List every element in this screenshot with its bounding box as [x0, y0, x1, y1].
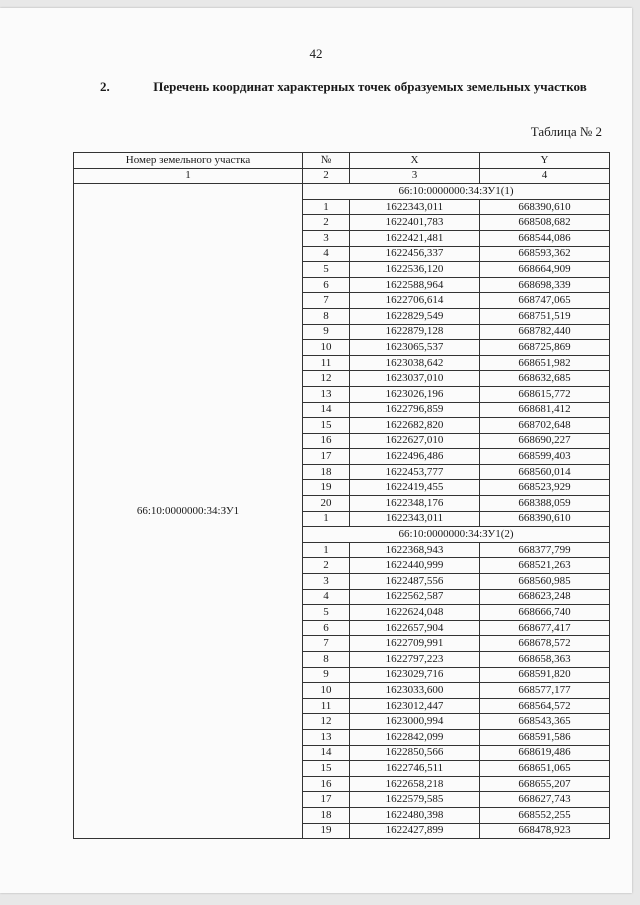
point-number: 18 [303, 464, 350, 480]
point-number: 10 [303, 340, 350, 356]
x-coordinate: 1622588,964 [350, 277, 480, 293]
point-number: 14 [303, 745, 350, 761]
point-number: 17 [303, 449, 350, 465]
y-coordinate: 668702,648 [480, 418, 610, 434]
point-number: 20 [303, 496, 350, 512]
y-coordinate: 668655,207 [480, 776, 610, 792]
point-number: 16 [303, 776, 350, 792]
point-number: 18 [303, 807, 350, 823]
x-coordinate: 1622796,859 [350, 402, 480, 418]
y-coordinate: 668651,065 [480, 761, 610, 777]
point-number: 12 [303, 714, 350, 730]
x-coordinate: 1622850,566 [350, 745, 480, 761]
x-coordinate: 1622453,777 [350, 464, 480, 480]
x-coordinate: 1622579,585 [350, 792, 480, 808]
x-coordinate: 1622657,904 [350, 620, 480, 636]
point-number: 15 [303, 418, 350, 434]
point-number: 17 [303, 792, 350, 808]
x-coordinate: 1622842,099 [350, 729, 480, 745]
x-coordinate: 1622343,011 [350, 199, 480, 215]
y-coordinate: 668677,417 [480, 620, 610, 636]
point-number: 9 [303, 324, 350, 340]
point-number: 11 [303, 355, 350, 371]
y-coordinate: 668658,363 [480, 652, 610, 668]
y-coordinate: 668782,440 [480, 324, 610, 340]
point-number: 1 [303, 542, 350, 558]
table-header-row [74, 153, 610, 169]
point-number: 11 [303, 698, 350, 714]
column-number-1: 1 [74, 168, 303, 184]
header-plot-number: Номер земельного участка [74, 153, 303, 169]
x-coordinate: 1622797,223 [350, 652, 480, 668]
point-number: 10 [303, 683, 350, 699]
x-coordinate: 1622427,899 [350, 823, 480, 839]
x-coordinate: 1622368,943 [350, 542, 480, 558]
y-coordinate: 668544,086 [480, 230, 610, 246]
point-number: 16 [303, 433, 350, 449]
y-coordinate: 668560,014 [480, 464, 610, 480]
x-coordinate: 1623000,994 [350, 714, 480, 730]
contour-name: 66:10:0000000:34:ЗУ1(2) [303, 527, 610, 543]
contour-name: 66:10:0000000:34:ЗУ1(1) [303, 184, 610, 200]
y-coordinate: 668564,572 [480, 698, 610, 714]
y-coordinate: 668593,362 [480, 246, 610, 262]
contour-header-row [74, 184, 610, 200]
x-coordinate: 1623037,010 [350, 371, 480, 387]
point-number: 6 [303, 620, 350, 636]
section-number: 2. [100, 79, 110, 94]
point-number: 14 [303, 402, 350, 418]
point-number: 3 [303, 230, 350, 246]
y-coordinate: 668390,610 [480, 199, 610, 215]
point-number: 12 [303, 371, 350, 387]
point-number: 8 [303, 308, 350, 324]
header-y: Y [480, 153, 610, 169]
y-coordinate: 668651,982 [480, 355, 610, 371]
y-coordinate: 668521,263 [480, 558, 610, 574]
y-coordinate: 668560,985 [480, 574, 610, 590]
point-number: 1 [303, 511, 350, 527]
y-coordinate: 668478,923 [480, 823, 610, 839]
y-coordinate: 668632,685 [480, 371, 610, 387]
y-coordinate: 668591,820 [480, 667, 610, 683]
y-coordinate: 668751,519 [480, 308, 610, 324]
x-coordinate: 1622627,010 [350, 433, 480, 449]
point-number: 1 [303, 199, 350, 215]
y-coordinate: 668591,586 [480, 729, 610, 745]
x-coordinate: 1622709,991 [350, 636, 480, 652]
x-coordinate: 1622401,783 [350, 215, 480, 231]
point-number: 5 [303, 605, 350, 621]
y-coordinate: 668678,572 [480, 636, 610, 652]
y-coordinate: 668623,248 [480, 589, 610, 605]
point-number: 6 [303, 277, 350, 293]
point-number: 9 [303, 667, 350, 683]
x-coordinate: 1623065,537 [350, 340, 480, 356]
header-point-number: № [303, 153, 350, 169]
y-coordinate: 668627,743 [480, 792, 610, 808]
x-coordinate: 1622706,614 [350, 293, 480, 309]
point-number: 2 [303, 215, 350, 231]
plot-number-cell: 66:10:0000000:34:ЗУ1 [74, 184, 303, 839]
point-number: 3 [303, 574, 350, 590]
x-coordinate: 1622829,549 [350, 308, 480, 324]
x-coordinate: 1623026,196 [350, 386, 480, 402]
x-coordinate: 1622496,486 [350, 449, 480, 465]
y-coordinate: 668698,339 [480, 277, 610, 293]
coordinates-table [73, 152, 610, 839]
y-coordinate: 668523,929 [480, 480, 610, 496]
y-coordinate: 668725,869 [480, 340, 610, 356]
point-number: 4 [303, 246, 350, 262]
y-coordinate: 668552,255 [480, 807, 610, 823]
y-coordinate: 668377,799 [480, 542, 610, 558]
point-number: 19 [303, 823, 350, 839]
x-coordinate: 1622456,337 [350, 246, 480, 262]
x-coordinate: 1623012,447 [350, 698, 480, 714]
x-coordinate: 1622536,120 [350, 262, 480, 278]
x-coordinate: 1622419,455 [350, 480, 480, 496]
x-coordinate: 1622487,556 [350, 574, 480, 590]
x-coordinate: 1622682,820 [350, 418, 480, 434]
section-title: Перечень координат характерных точек образуемых земельных участков [153, 79, 587, 94]
y-coordinate: 668666,740 [480, 605, 610, 621]
x-coordinate: 1622746,511 [350, 761, 480, 777]
x-coordinate: 1623029,716 [350, 667, 480, 683]
point-number: 19 [303, 480, 350, 496]
header-x: X [350, 153, 480, 169]
y-coordinate: 668747,065 [480, 293, 610, 309]
point-number: 15 [303, 761, 350, 777]
column-number-4: 4 [480, 168, 610, 184]
y-coordinate: 668619,486 [480, 745, 610, 761]
x-coordinate: 1623038,642 [350, 355, 480, 371]
column-number-3: 3 [350, 168, 480, 184]
point-number: 8 [303, 652, 350, 668]
x-coordinate: 1622879,128 [350, 324, 480, 340]
y-coordinate: 668681,412 [480, 402, 610, 418]
y-coordinate: 668390,610 [480, 511, 610, 527]
y-coordinate: 668543,365 [480, 714, 610, 730]
point-number: 13 [303, 729, 350, 745]
x-coordinate: 1623033,600 [350, 683, 480, 699]
y-coordinate: 668664,909 [480, 262, 610, 278]
point-number: 7 [303, 636, 350, 652]
section-heading [100, 78, 600, 95]
x-coordinate: 1622562,587 [350, 589, 480, 605]
x-coordinate: 1622343,011 [350, 511, 480, 527]
x-coordinate: 1622440,999 [350, 558, 480, 574]
point-number: 4 [303, 589, 350, 605]
point-number: 2 [303, 558, 350, 574]
column-number-2: 2 [303, 168, 350, 184]
y-coordinate: 668690,227 [480, 433, 610, 449]
page-number: 42 [309, 46, 323, 61]
y-coordinate: 668508,682 [480, 215, 610, 231]
x-coordinate: 1622421,481 [350, 230, 480, 246]
table-caption: Таблица № 2 [530, 124, 602, 139]
y-coordinate: 668577,177 [480, 683, 610, 699]
point-number: 5 [303, 262, 350, 278]
point-number: 13 [303, 386, 350, 402]
x-coordinate: 1622348,176 [350, 496, 480, 512]
document-page [0, 8, 632, 893]
y-coordinate: 668615,772 [480, 386, 610, 402]
column-numbers-row [74, 168, 610, 184]
x-coordinate: 1622658,218 [350, 776, 480, 792]
x-coordinate: 1622624,048 [350, 605, 480, 621]
y-coordinate: 668599,403 [480, 449, 610, 465]
point-number: 7 [303, 293, 350, 309]
y-coordinate: 668388,059 [480, 496, 610, 512]
x-coordinate: 1622480,398 [350, 807, 480, 823]
